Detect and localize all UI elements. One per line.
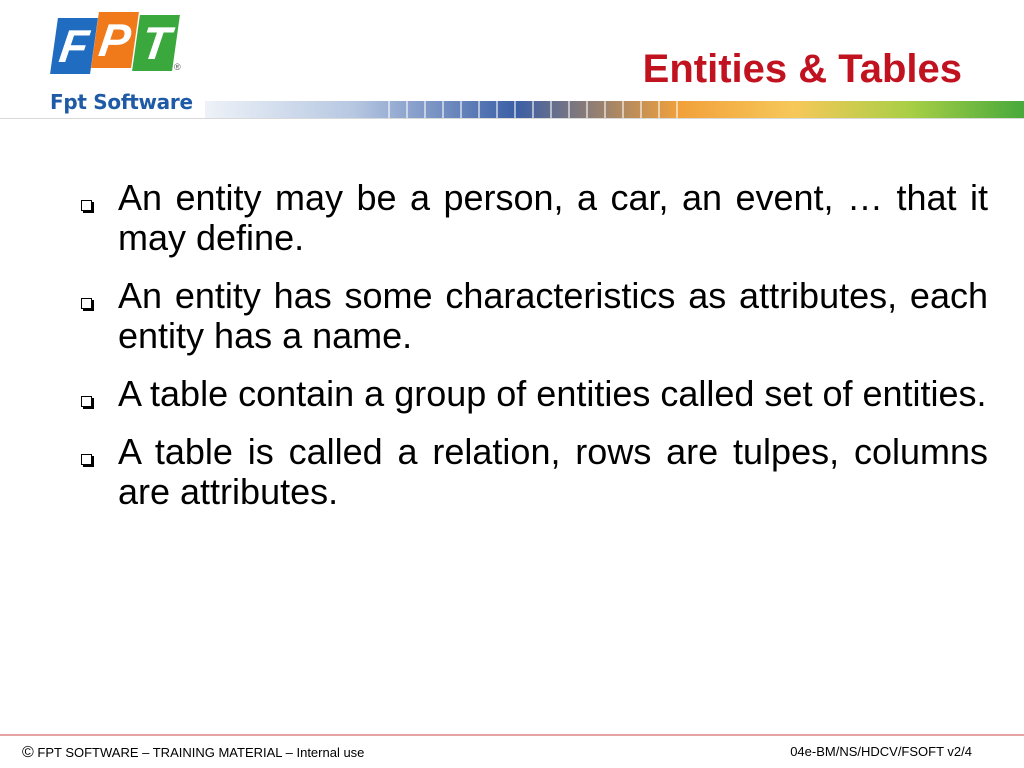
- hollow-square-bullet-icon: [81, 298, 92, 309]
- bullet-text: An entity has some characteristics as attributes, each entity has a name.: [118, 275, 988, 356]
- hollow-square-bullet-icon: [81, 454, 92, 465]
- bullet-item: [78, 178, 988, 258]
- hollow-square-bullet-icon: [81, 396, 92, 407]
- company-name: Fpt Software: [50, 90, 193, 114]
- hollow-square-bullet-icon: [81, 200, 92, 211]
- header-divider: [0, 118, 1024, 119]
- bullet-item: [78, 432, 988, 512]
- footer-left-text: FPT SOFTWARE – TRAINING MATERIAL – Internal use: [33, 745, 365, 760]
- footer-divider: [0, 734, 1024, 736]
- fpt-software-logo: [48, 6, 193, 116]
- logo-tile-f: F: [50, 18, 98, 74]
- fpt-logo-tiles: [50, 6, 181, 78]
- copyright-symbol: ©: [22, 744, 34, 761]
- bullet-text: An entity may be a person, a car, an event, … that it may define.: [118, 177, 988, 258]
- bullet-text: A table is called a relation, rows are tulpes, columns are attributes.: [118, 431, 988, 512]
- logo-tile-t: T: [132, 15, 180, 71]
- footer-copyright: [22, 744, 364, 762]
- bullet-text: A table contain a group of entities called set of entities.: [118, 373, 987, 414]
- slide-body: [78, 178, 988, 530]
- footer-document-code: 04e-BM/NS/HDCV/FSOFT v2/4: [790, 744, 972, 759]
- header-decorative-pattern: [380, 101, 680, 118]
- logo-tile-p: P: [91, 12, 139, 68]
- bullet-item: [78, 374, 988, 414]
- slide-title: Entities & Tables: [642, 47, 962, 91]
- bullet-item: [78, 276, 988, 356]
- registered-mark: ®: [174, 62, 181, 72]
